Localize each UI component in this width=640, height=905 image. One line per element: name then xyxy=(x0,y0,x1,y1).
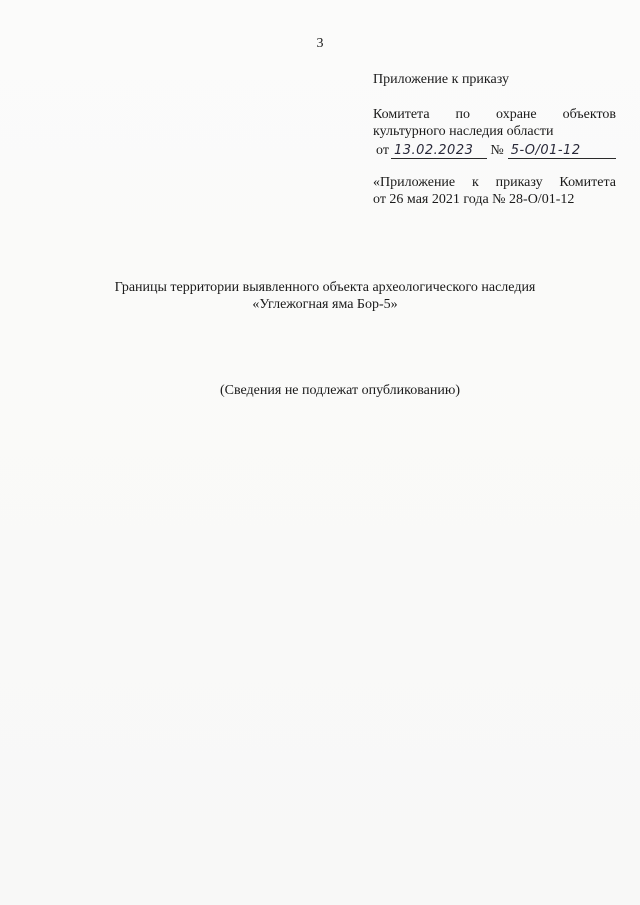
ref-prefix: от xyxy=(376,143,389,158)
handwritten-number: 5-О/01-12 xyxy=(508,143,616,159)
page-number: 3 xyxy=(316,36,324,51)
appendix-header xyxy=(373,71,616,88)
order-reference xyxy=(373,142,616,159)
previous-order-line-1: «Приложение к приказу Комитета xyxy=(373,175,616,190)
title-line-2: «Углежогная яма Бор-5» xyxy=(252,297,398,312)
confidentiality-note: (Сведения не подлежат опубликованию) xyxy=(220,383,460,398)
committee-line-2: культурного наследия области xyxy=(373,124,554,139)
previous-order-block xyxy=(373,174,616,208)
previous-order-line-2: от 26 мая 2021 года № 28-О/01-12 xyxy=(373,192,575,207)
title-line-1: Границы территории выявленного объекта археологического наследия xyxy=(114,280,536,295)
committee-block xyxy=(373,106,616,159)
committee-line-1: Комитета по охране объектов xyxy=(373,107,616,122)
appendix-header-line: Приложение к приказу xyxy=(373,72,509,87)
ref-number-sign: № xyxy=(490,143,504,158)
handwritten-date: 13.02.2023 xyxy=(391,143,487,159)
document-title xyxy=(60,279,590,313)
